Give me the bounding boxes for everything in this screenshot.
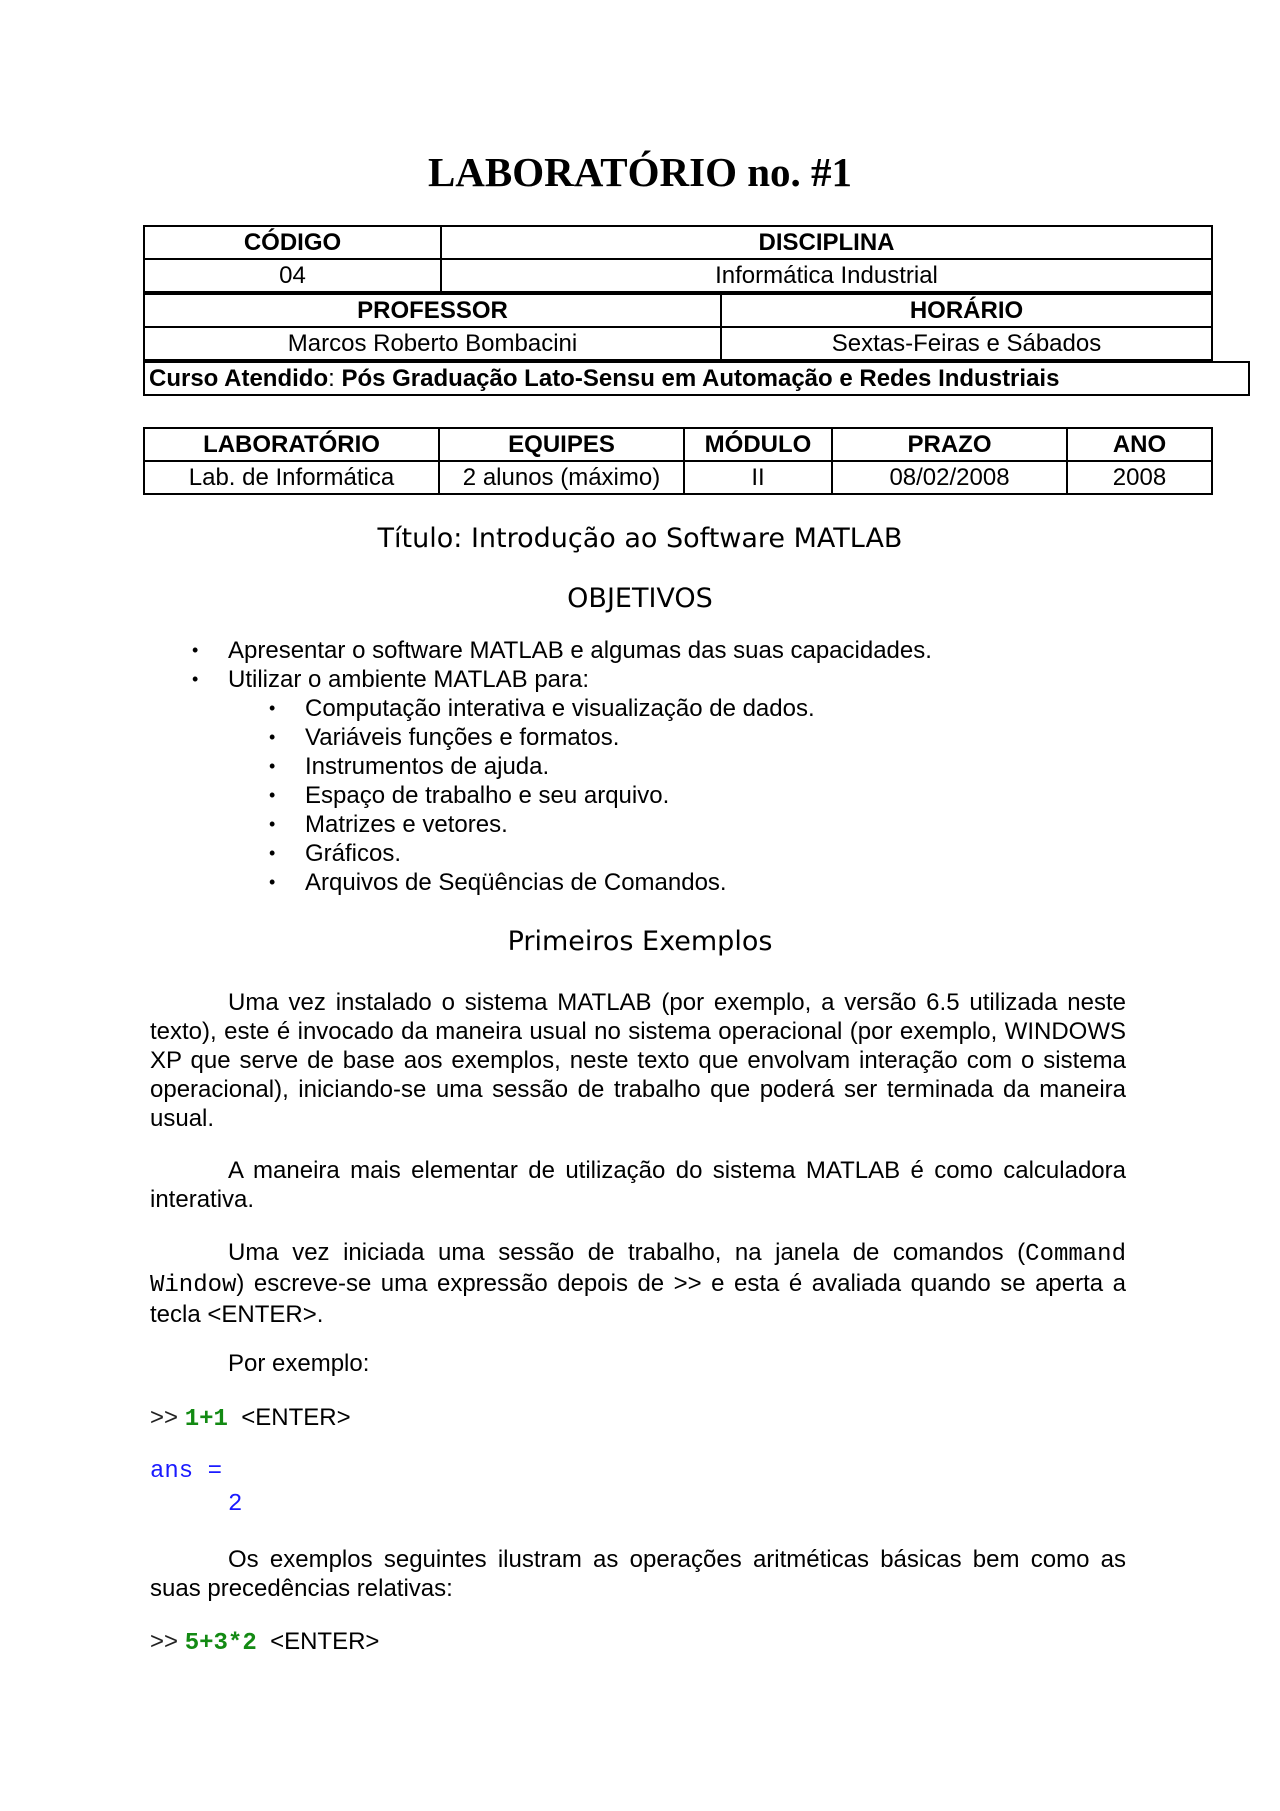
prompt: >> [150, 1628, 179, 1655]
command-window-term: Command Window [150, 1241, 1126, 1299]
page-title: LABORATÓRIO no. #1 [427, 149, 853, 195]
enter-key: <ENTER> [241, 1404, 351, 1431]
professor-value: Marcos Roberto Bombacini [144, 327, 721, 360]
lab-header-modulo: MÓDULO [684, 428, 832, 461]
code-line-1 [150, 1403, 351, 1434]
disciplina-label: DISCIPLINA [441, 226, 1212, 259]
list-item: • Instrumentos de ajuda. [269, 753, 550, 780]
list-item: • Arquivos de Seqüências de Comandos. [269, 869, 727, 896]
list-item: • Computação interativa e visualização de dados. [269, 695, 815, 722]
curso-atendido-row [143, 361, 1250, 396]
objetivos-heading: OBJETIVOS [567, 583, 713, 614]
curso-separator: : [328, 365, 335, 392]
lab-header-equipes: EQUIPES [439, 428, 684, 461]
list-item: • Apresentar o software MATLAB e algumas das suas capacidades. [192, 637, 932, 664]
list-item: • Variáveis funções e formatos. [269, 724, 620, 751]
bullet-icon: • [269, 698, 276, 718]
exemplos-heading: Primeiros Exemplos [507, 926, 773, 957]
list-item: • Matrizes e vetores. [269, 811, 508, 838]
lab-value-ano: 2008 [1067, 461, 1212, 494]
paragraph-calculadora: A maneira mais elementar de utilização do sistema MATLAB é como calculadora interativa. [150, 1157, 1126, 1213]
disciplina-value: Informática Industrial [441, 259, 1212, 292]
codigo-value: 04 [144, 259, 441, 292]
objectives-list [150, 636, 932, 897]
lab-value-prazo: 08/02/2008 [832, 461, 1067, 494]
lab-info-table [143, 427, 1213, 495]
horario-label: HORÁRIO [721, 294, 1212, 327]
bullet-icon: • [269, 785, 276, 805]
paragraph-command-window: Uma vez iniciada uma sessão de trabalho, na janela de comandos (Command Window) escreve-se uma expressão depois de >> e esta é avaliada quando se aperta a tecla <ENTER>. [150, 1239, 1126, 1328]
lab-value-modulo: II [684, 461, 832, 494]
lab-value-laboratorio: Lab. de Informática [144, 461, 439, 494]
paragraph-precedencias: Os exemplos seguintes ilustram as operações aritméticas básicas bem como as suas precedências relativas: [150, 1546, 1126, 1602]
lab-header-laboratorio: LABORATÓRIO [144, 428, 439, 461]
bullet-icon: • [269, 843, 276, 863]
lab-header-prazo: PRAZO [832, 428, 1067, 461]
list-item: • Utilizar o ambiente MATLAB para: [192, 666, 590, 693]
command: 5+3*2 [184, 1630, 257, 1657]
bullet-icon: • [269, 727, 276, 747]
course-info-table [143, 225, 1213, 293]
document-subtitle: Título: Introdução ao Software MATLAB [377, 523, 903, 554]
professor-table [143, 293, 1213, 361]
command: 1+1 [184, 1406, 228, 1433]
code-output-label: ans = [150, 1458, 223, 1485]
bullet-icon: • [192, 640, 199, 660]
lab-value-equipes: 2 alunos (máximo) [439, 461, 684, 494]
enter-key: <ENTER> [270, 1628, 380, 1655]
curso-label: Curso Atendido [149, 365, 329, 392]
bullet-icon: • [269, 872, 276, 892]
curso-value: Pós Graduação Lato-Sensu em Automação e Redes Industriais [341, 365, 1060, 392]
codigo-label: CÓDIGO [144, 226, 441, 259]
bullet-icon: • [269, 814, 276, 834]
professor-label: PROFESSOR [144, 294, 721, 327]
lab-header-ano: ANO [1067, 428, 1212, 461]
list-item: • Espaço de trabalho e seu arquivo. [269, 782, 670, 809]
bullet-icon: • [269, 756, 276, 776]
bullet-icon: • [192, 669, 199, 689]
horario-value: Sextas-Feiras e Sábados [721, 327, 1212, 360]
paragraph-intro: Uma vez instalado o sistema MATLAB (por exemplo, a versão 6.5 utilizada neste texto), este é invocado da maneira usual no sistema operacional (por exemplo, WINDOWS XP que serve de base aos exemplos, neste texto que envolvam interação com o sistema operacional), iniciando-se uma sessão de trabalho que poderá ser terminada da maneira usual. [150, 989, 1126, 1132]
code-line-2 [150, 1627, 379, 1658]
prompt: >> [150, 1404, 179, 1431]
list-item: • Gráficos. [269, 840, 402, 867]
code-output-value: 2 [228, 1491, 243, 1518]
paragraph-por-exemplo: Por exemplo: [228, 1350, 370, 1377]
